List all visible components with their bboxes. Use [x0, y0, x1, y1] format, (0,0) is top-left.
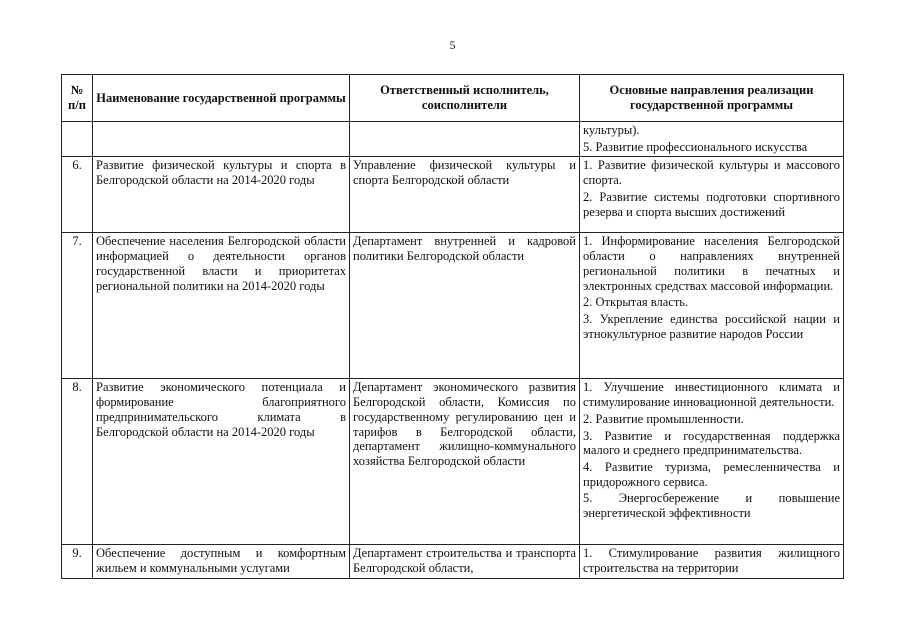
direction-item: 2. Развитие системы подготовки спортивного резерва и спорта высших достижений	[583, 189, 840, 219]
header-program: Наименование государственной программы	[93, 75, 350, 122]
table-row	[62, 379, 844, 545]
direction-item: 1. Улучшение инвестиционного климата и стимулирование инновационной деятельности.	[583, 380, 840, 410]
table-row	[62, 545, 844, 578]
row-directions	[580, 233, 844, 379]
table-row	[62, 122, 844, 157]
row-num: 8.	[62, 379, 93, 545]
direction-item: 3. Укрепление единства российской нации и этнокультурное развитие народов России	[583, 311, 840, 341]
row-directions	[580, 379, 844, 545]
row-executor	[350, 122, 580, 157]
row-executor: Департамент строительства и транспорта Белгородской области,	[350, 545, 580, 578]
programs-table	[61, 74, 844, 579]
header-directions: Основные направления реализации государственной программы	[580, 75, 844, 122]
row-num: 9.	[62, 545, 93, 578]
row-executor: Департамент экономического развития Белгородской области, Комиссия по государственному регулированию цен и тарифов в Белгородской области, департамент жилищно-коммунального хозяйства Белгородской области	[350, 379, 580, 545]
row-program: Обеспечение доступным и комфортным жильем и коммунальными услугами	[93, 545, 350, 578]
row-program: Обеспечение населения Белгородской области информацией о деятельности органов государственной власти и приоритетах региональной политики на 2014-2020 годы	[93, 233, 350, 379]
header-num: № п/п	[62, 75, 93, 122]
row-program: Развитие экономического потенциала и формирование благоприятного предпринимательского климата в Белгородской области на 2014-2020 годы	[93, 379, 350, 545]
row-directions	[580, 122, 844, 157]
page-number: 5	[449, 38, 456, 52]
direction-item: 1. Развитие физической культуры и массового спорта.	[583, 158, 840, 188]
row-executor: Департамент внутренней и кадровой политики Белгородской области	[350, 233, 580, 379]
header-executor: Ответственный исполнитель, соисполнители	[350, 75, 580, 122]
row-num: 6.	[62, 157, 93, 233]
direction-item: 5. Развитие профессионального искусства	[583, 139, 808, 154]
direction-item: 4. Развитие туризма, ремесленничества и придорожного сервиса.	[583, 459, 840, 489]
table-row	[62, 233, 844, 379]
direction-item: 2. Развитие промышленности.	[583, 411, 744, 426]
table-header-row	[62, 75, 844, 122]
table-row	[62, 157, 844, 233]
row-directions	[580, 157, 844, 233]
direction-item: культуры).	[583, 123, 640, 137]
row-num: 7.	[62, 233, 93, 379]
direction-item: 2. Открытая власть.	[583, 295, 689, 310]
row-executor: Управление физической культуры и спорта Белгородской области	[350, 157, 580, 233]
row-num	[62, 122, 93, 157]
direction-item: 3. Развитие и государственная поддержка малого и среднего предпринимательства.	[583, 428, 840, 458]
row-directions	[580, 545, 844, 578]
direction-item: 1. Стимулирование развития жилищного строительства на территории	[583, 546, 840, 576]
row-program	[93, 122, 350, 157]
direction-item: 1. Информирование населения Белгородской области о направлениях внутренней региональной политики в печатных и электронных средствах массовой информации.	[583, 234, 840, 293]
row-program: Развитие физической культуры и спорта в Белгородской области на 2014-2020 годы	[93, 157, 350, 233]
direction-item: 5. Энергосбережение и повышение энергетической эффективности	[583, 491, 840, 521]
